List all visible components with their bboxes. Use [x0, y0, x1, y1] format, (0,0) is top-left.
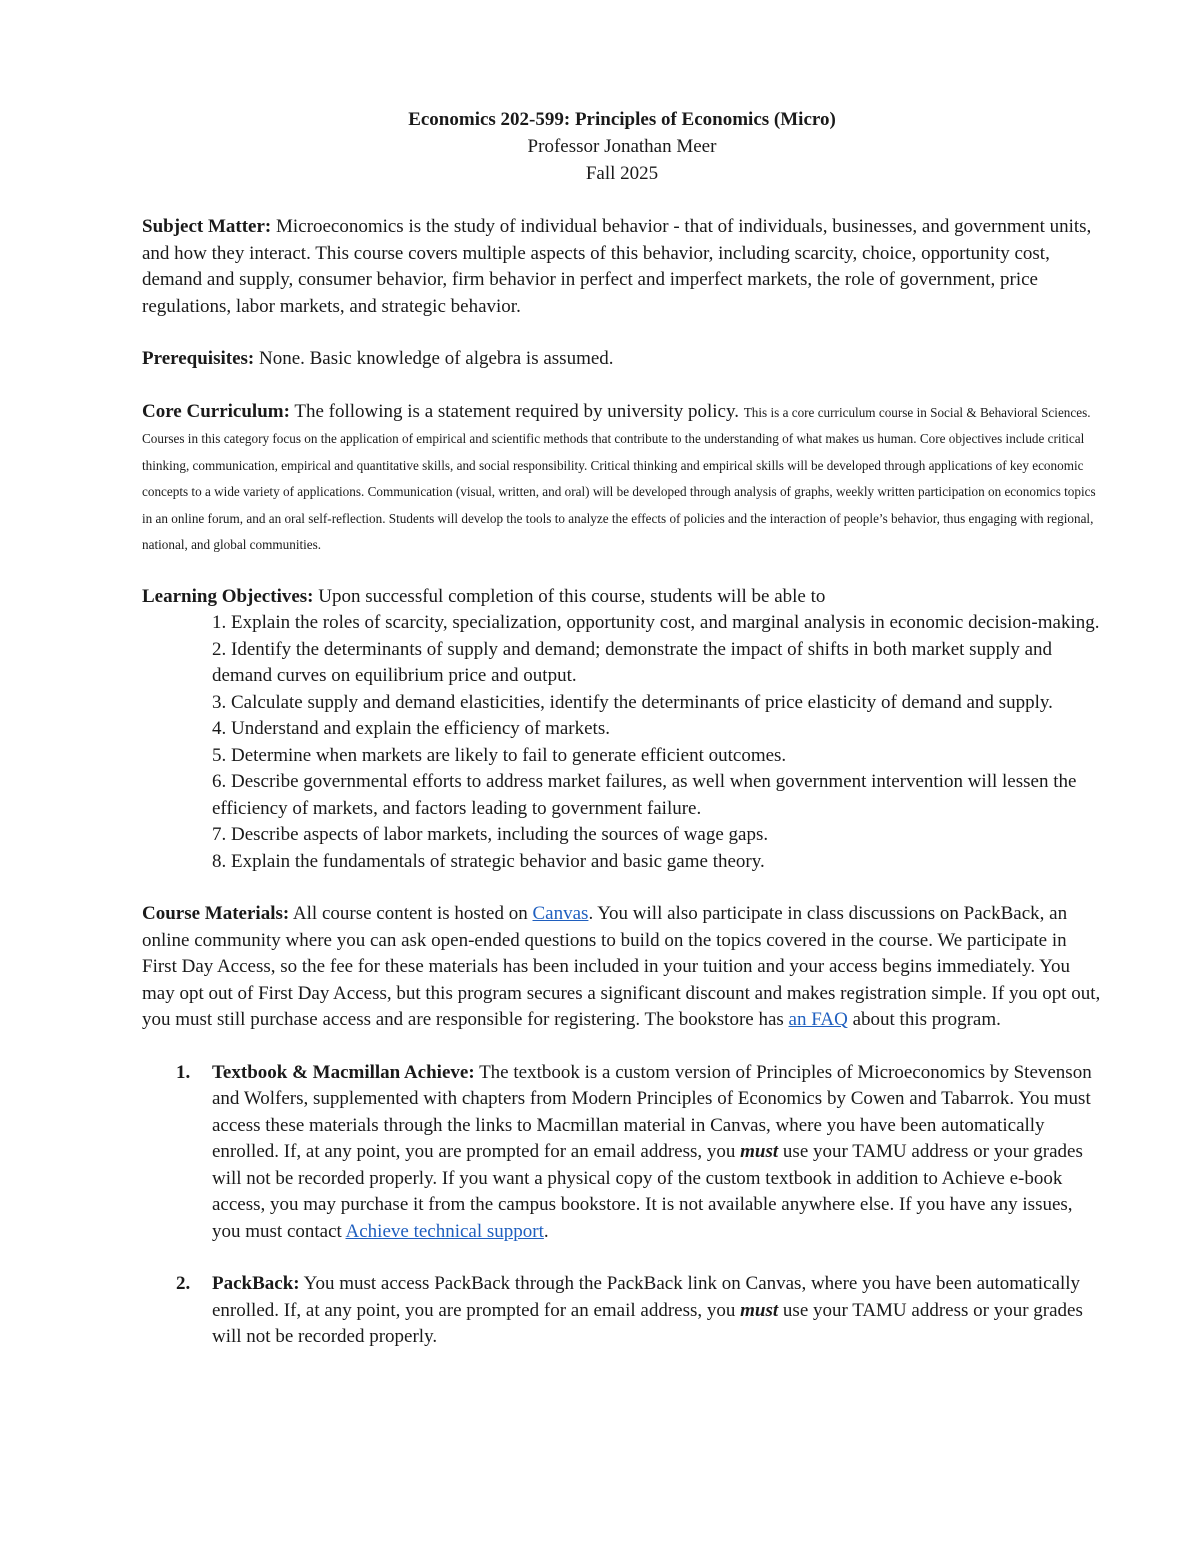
item-label: Textbook & Macmillan Achieve: [212, 1061, 475, 1083]
learning-objectives-section [142, 584, 1102, 611]
course-materials-text: . You will also participate in class discussions on PackBack, an online community where you can ask open-ended questions to build on the topics covered in the course. We participate in First Day Access, so the fee for these materials has been included in your tuition and your access begins immediately. You may opt out of First Day Access, but this program secures a significant discount and makes registration simple. If you opt out, you must still purchase access and are responsible for registering. The bookstore has [142, 903, 1101, 1030]
item-number: 2. [176, 1273, 191, 1294]
core-curriculum-section [142, 399, 1102, 558]
canvas-link[interactable]: Canvas [532, 903, 589, 924]
achieve-support-link[interactable]: Achieve technical support [345, 1220, 544, 1242]
item-number: 1. [176, 1061, 191, 1083]
course-materials-label: Course Materials: [142, 903, 290, 924]
item-label: PackBack: [212, 1273, 300, 1294]
learning-objectives-list [212, 610, 1102, 875]
course-title: Economics 202-599: Principles of Economics (Micro) [408, 109, 836, 130]
objective-item: 6. Describe governmental efforts to address market failures, as well when government intervention will lessen the efficiency of markets, and factors leading to government failure. [212, 771, 1077, 819]
faq-link[interactable]: an FAQ [788, 1009, 848, 1030]
subject-matter-text: Microeconomics is the study of individual behavior - that of individuals, businesses, and government units, and how they interact. This course covers multiple aspects of this behavior, including scarcity, choice, opportunity cost, demand and supply, consumer behavior, firm behavior in perfect and imperfect markets, the role of government, price regulations, labor markets, and strategic behavior. [142, 216, 1092, 317]
item-emphasis: must [740, 1299, 779, 1321]
materials-list [142, 1271, 1102, 1351]
materials-item-packback [142, 1271, 1102, 1351]
prerequisites-text: None. Basic knowledge of algebra is assumed. [254, 348, 614, 369]
term: Fall 2025 [585, 163, 659, 184]
learning-objectives-label: Learning Objectives: [142, 585, 314, 607]
core-curriculum-label: Core Curriculum: [142, 400, 290, 422]
prerequisites-section [142, 346, 1102, 373]
learning-objectives-intro: Upon successful completion of this course, students will be able to [313, 585, 826, 607]
materials-item-textbook [142, 1060, 1102, 1246]
document-header [142, 106, 1102, 187]
materials-list [142, 1060, 1102, 1246]
item-text: use your TAMU address or your grades will not be recorded properly. [212, 1299, 1083, 1347]
item-text: . [543, 1220, 549, 1242]
item-text: use your TAMU address or your grades will not be recorded properly. If you want a physical copy of the custom textbook in addition to Achieve e-book access, you may purchase it from the campus bookstore. It is not available anywhere else. If you have any issues, you must contact [212, 1141, 1083, 1242]
document-content [142, 106, 1102, 1351]
objective-item: 2. Identify the determinants of supply and demand; demonstrate the impact of shifts in both market supply and demand curves on equilibrium price and output. [212, 638, 1053, 686]
item-text: The textbook is a custom version of Principles of Microeconomics by Stevenson and Wolfers, supplemented with chapters from Modern Principles of Economics by Cowen and Tabarrok. You must access these materials through the links to Macmillan material in Canvas, where you have been automatically enrolled. If, at any point, you are prompted for an email address, you [212, 1061, 1092, 1162]
course-materials-section [142, 901, 1102, 1034]
objective-item: 5. Determine when markets are likely to fail to generate efficient outcomes. [212, 744, 787, 766]
objective-item: 7. Describe aspects of labor markets, including the sources of wage gaps. [212, 824, 769, 845]
core-curriculum-text: The following is a statement required by university policy. [289, 400, 744, 422]
objective-item: 3. Calculate supply and demand elasticities, identify the determinants of price elasticity of demand and supply. [212, 691, 1053, 713]
item-emphasis: must [740, 1141, 779, 1162]
subject-matter-section [142, 214, 1102, 320]
prerequisites-label: Prerequisites: [142, 348, 255, 369]
course-materials-text: about this program. [847, 1009, 1001, 1030]
objective-item: 1. Explain the roles of scarcity, specialization, opportunity cost, and marginal analysis in economic decision-making. [212, 612, 1100, 633]
subject-matter-label: Subject Matter: [142, 216, 272, 237]
professor-name: Professor Jonathan Meer [527, 136, 717, 157]
objective-item: 4. Understand and explain the efficiency of markets. [212, 718, 610, 739]
objective-item: 8. Explain the fundamentals of strategic behavior and basic game theory. [212, 850, 765, 872]
core-curriculum-statement: This is a core curriculum course in Social & Behavioral Sciences. Courses in this category focus on the application of empirical and scientific methods that contribute to the understanding of what makes us human. Core objectives include critical thinking, communication, empirical and quantitative skills, and social responsibility. Critical thinking and empirical skills will be developed through applications of key economic concepts to a wide variety of applications. Communication (visual, written, and oral) will be developed through analysis of graphs, weekly written participation on economics topics in an online forum, and an oral self-reflection. Students will develop the tools to analyze the effects of policies and the interaction of people’s behavior, thus engaging with regional, national, and global communities. [142, 404, 1096, 552]
course-materials-text: All course content is hosted on [289, 903, 533, 924]
item-text: You must access PackBack through the PackBack link on Canvas, where you have been automatically enrolled. If, at any point, you are prompted for an email address, you [212, 1273, 1081, 1321]
